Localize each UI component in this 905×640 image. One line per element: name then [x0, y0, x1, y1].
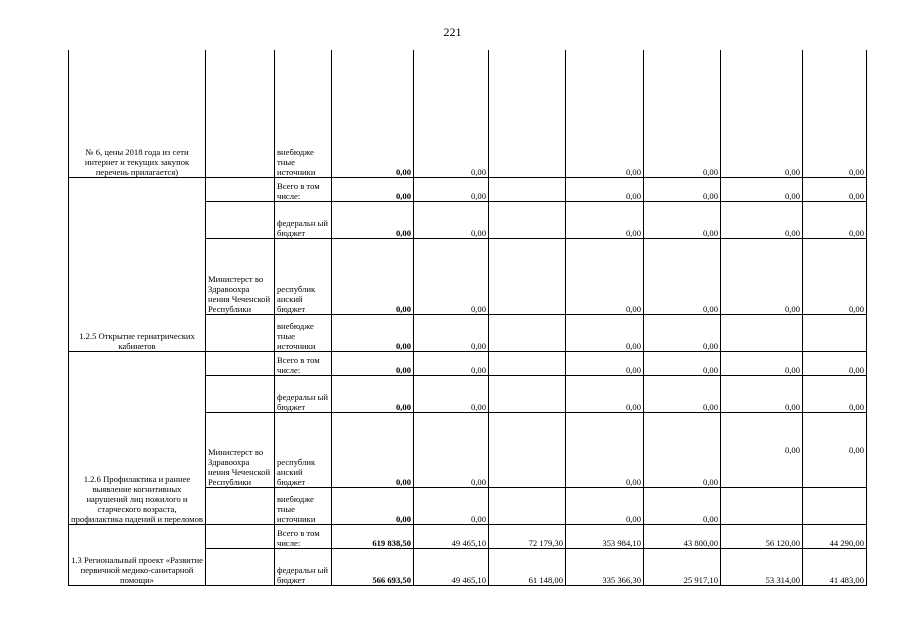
value-cell: 0,00 — [644, 487, 721, 524]
value-cell: 0,00 — [414, 487, 489, 524]
executor-cell — [206, 351, 275, 375]
value-cell — [803, 487, 867, 524]
value-cell: 0,00 — [803, 375, 867, 412]
executor-cell — [206, 177, 275, 201]
value-cell: 72 179,30 — [489, 524, 566, 548]
value-cell: 0,00 — [803, 412, 867, 487]
value-cell — [489, 351, 566, 375]
value-cell: 0,00 — [414, 314, 489, 351]
table-row — [69, 50, 867, 177]
value-cell: 0,00 — [566, 201, 644, 238]
value-cell: 0,00 — [644, 351, 721, 375]
measure-name-cell: 1.2.6 Профилактика и раннее выявление когнитивных нарушений лиц пожилого и старческого возраста, профилактика падений и переломов — [69, 351, 206, 524]
table-row — [69, 351, 867, 375]
value-cell: 0,00 — [566, 375, 644, 412]
value-cell: 0,00 — [332, 412, 414, 487]
source-cell: федеральн ый бюджет — [275, 201, 332, 238]
value-cell: 0,00 — [332, 375, 414, 412]
value-cell: 0,00 — [566, 351, 644, 375]
value-cell: 0,00 — [566, 177, 644, 201]
value-cell: 56 120,00 — [721, 524, 803, 548]
value-cell: 0,00 — [414, 351, 489, 375]
source-cell: внебюдже тные источники — [275, 487, 332, 524]
value-cell — [721, 314, 803, 351]
source-cell: внебюдже тные источники — [275, 314, 332, 351]
value-cell: 0,00 — [414, 238, 489, 314]
value-cell: 0,00 — [721, 412, 803, 487]
executor-cell — [206, 314, 275, 351]
value-cell: 0,00 — [803, 351, 867, 375]
source-cell: внебюдже тные источники — [275, 50, 332, 177]
measure-name-cell: № 6, цены 2018 года из сети интернет и текущих закупок перечень прилагается) — [69, 50, 206, 177]
value-cell: 0,00 — [414, 50, 489, 177]
value-cell — [489, 314, 566, 351]
table-row — [69, 177, 867, 201]
value-cell: 0,00 — [566, 412, 644, 487]
value-cell: 0,00 — [721, 375, 803, 412]
executor-cell: Министерст во Здравоохра нения Чеченской Республики — [206, 238, 275, 314]
value-cell: 0,00 — [414, 375, 489, 412]
value-cell — [489, 50, 566, 177]
executor-cell — [206, 487, 275, 524]
value-cell: 0,00 — [721, 351, 803, 375]
source-cell: Всего в том числе: — [275, 177, 332, 201]
value-cell: 0,00 — [332, 487, 414, 524]
budget-table — [68, 50, 867, 586]
source-cell: Всего в том числе: — [275, 524, 332, 548]
source-cell: федеральн ый бюджет — [275, 375, 332, 412]
value-cell — [489, 375, 566, 412]
value-cell: 0,00 — [644, 412, 721, 487]
executor-cell — [206, 375, 275, 412]
value-cell — [489, 177, 566, 201]
value-cell: 619 838,50 — [332, 524, 414, 548]
source-cell: Всего в том числе: — [275, 351, 332, 375]
value-cell: 0,00 — [414, 201, 489, 238]
value-cell: 0,00 — [644, 314, 721, 351]
value-cell: 0,00 — [803, 177, 867, 201]
value-cell: 0,00 — [644, 177, 721, 201]
value-cell: 0,00 — [332, 238, 414, 314]
value-cell: 0,00 — [566, 238, 644, 314]
value-cell: 0,00 — [644, 238, 721, 314]
value-cell — [489, 201, 566, 238]
measure-name-cell: 1.2.5 Открытие гериатрических кабинетов — [69, 177, 206, 351]
executor-cell — [206, 201, 275, 238]
value-cell: 0,00 — [803, 238, 867, 314]
value-cell: 0,00 — [332, 177, 414, 201]
value-cell: 0,00 — [644, 201, 721, 238]
measure-name-cell: 1.3 Региональный проект «Развитие первичной медико-санитарной помощи» — [69, 524, 206, 585]
value-cell: 0,00 — [566, 314, 644, 351]
value-cell: 566 693,50 — [332, 548, 414, 585]
value-cell: 0,00 — [721, 201, 803, 238]
value-cell: 0,00 — [721, 238, 803, 314]
value-cell: 353 984,10 — [566, 524, 644, 548]
executor-cell: Министерст во Здравоохра нения Чеченской Республики — [206, 412, 275, 487]
value-cell — [721, 487, 803, 524]
value-cell: 25 917,10 — [644, 548, 721, 585]
executor-cell — [206, 524, 275, 548]
value-cell: 0,00 — [566, 50, 644, 177]
value-cell: 0,00 — [332, 201, 414, 238]
table-row — [69, 524, 867, 548]
value-cell: 0,00 — [803, 201, 867, 238]
value-cell: 0,00 — [721, 50, 803, 177]
value-cell — [489, 412, 566, 487]
value-cell: 0,00 — [721, 177, 803, 201]
executor-cell — [206, 50, 275, 177]
value-cell: 44 290,00 — [803, 524, 867, 548]
value-cell: 0,00 — [644, 375, 721, 412]
value-cell: 0,00 — [332, 351, 414, 375]
value-cell: 0,00 — [803, 50, 867, 177]
source-cell: республик анский бюджет — [275, 412, 332, 487]
source-cell: республик анский бюджет — [275, 238, 332, 314]
value-cell: 49 465,10 — [414, 524, 489, 548]
page-number: 221 — [443, 25, 462, 39]
value-cell: 41 483,00 — [803, 548, 867, 585]
value-cell: 0,00 — [332, 314, 414, 351]
value-cell — [489, 487, 566, 524]
value-cell: 61 148,00 — [489, 548, 566, 585]
value-cell: 0,00 — [414, 177, 489, 201]
value-cell: 53 314,00 — [721, 548, 803, 585]
value-cell: 335 366,30 — [566, 548, 644, 585]
value-cell: 43 800,00 — [644, 524, 721, 548]
value-cell: 0,00 — [644, 50, 721, 177]
value-cell: 0,00 — [414, 412, 489, 487]
value-cell: 0,00 — [332, 50, 414, 177]
value-cell — [803, 314, 867, 351]
value-cell: 49 465,10 — [414, 548, 489, 585]
value-cell: 0,00 — [566, 487, 644, 524]
source-cell: федеральн ый бюджет — [275, 548, 332, 585]
executor-cell — [206, 548, 275, 585]
value-cell — [489, 238, 566, 314]
